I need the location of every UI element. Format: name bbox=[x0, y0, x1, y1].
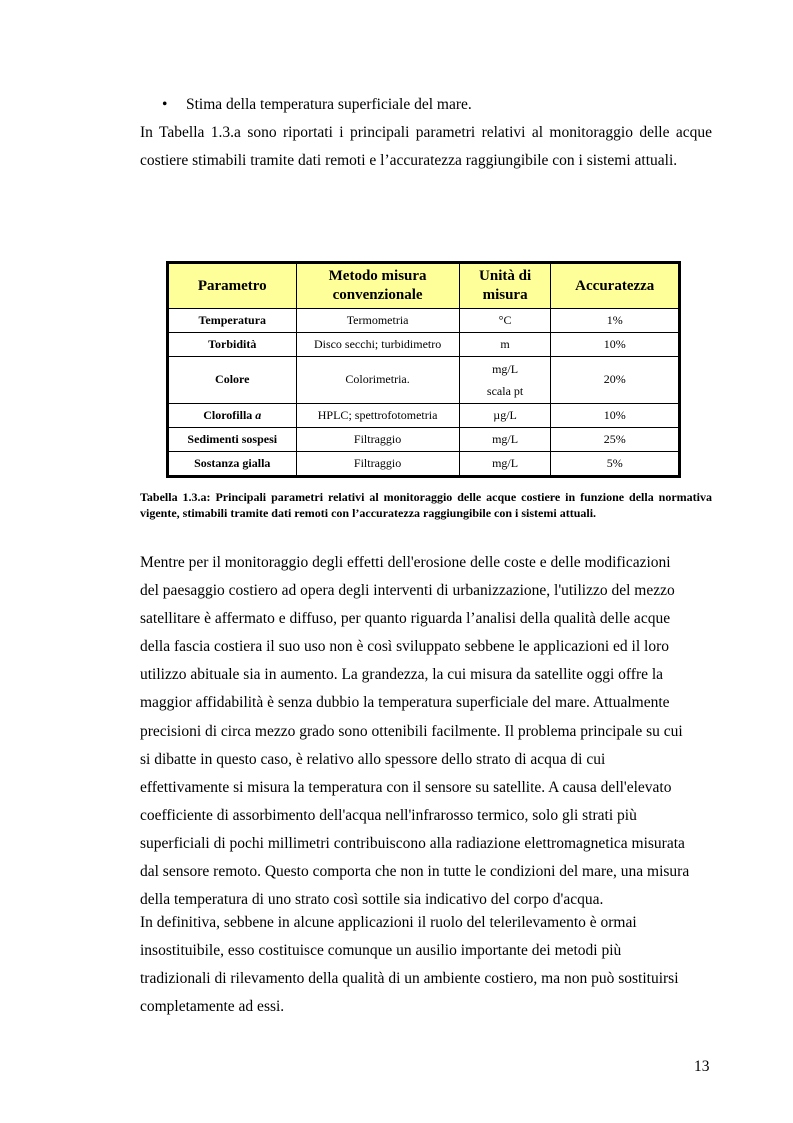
intro-paragraph: In Tabella 1.3.a sono riportati i principali parametri relativi al monitoraggio delle acque costiere stimabili tramite dati remoti e l’accuratezza raggiungibile con i sistemi attuali. bbox=[140, 124, 712, 169]
text-line: completamente ad essi. bbox=[140, 998, 285, 1015]
table-row bbox=[169, 357, 679, 403]
text-line: insostituibile, esso costituisce comunque un ausilio importante dei metodi più bbox=[140, 942, 622, 959]
text-line: effettivamente si misura la temperatura con il sensore su satellite. A causa dell'elevato bbox=[140, 778, 672, 796]
table-row bbox=[169, 403, 679, 427]
cell-unit: m bbox=[459, 333, 551, 357]
table-caption: Tabella 1.3.a: Principali parametri relativi al monitoraggio delle acque costiere in funzione della normativa vigente, stimabili tramite dati remoti con l’accuratezza raggiungibile con i sistemi attuali. bbox=[140, 490, 712, 520]
cell-accuracy: 10% bbox=[551, 403, 679, 427]
text-line: In definitiva, sebbene in alcune applicazioni il ruolo del telerilevamento è ormai bbox=[140, 914, 637, 931]
cell-param: Colore bbox=[169, 357, 297, 403]
cell-accuracy: 25% bbox=[551, 427, 679, 451]
cell-param bbox=[169, 403, 297, 427]
parameters-table bbox=[166, 261, 681, 478]
text-line: della temperatura di uno strato così sottile sia indicativo del corpo d'acqua. bbox=[140, 891, 604, 909]
table-row bbox=[169, 309, 679, 333]
unit-line-1: mg/L bbox=[492, 361, 519, 376]
cell-method: Disco secchi; turbidimetro bbox=[296, 333, 459, 357]
header-unita: Unità di misura bbox=[459, 264, 551, 309]
cell-method: Colorimetria. bbox=[296, 357, 459, 403]
cell-method: Filtraggio bbox=[296, 427, 459, 451]
table-row bbox=[169, 427, 679, 451]
cell-param: Torbidità bbox=[169, 333, 297, 357]
body-paragraph-2 bbox=[140, 909, 712, 1021]
header-parametro: Parametro bbox=[169, 264, 297, 309]
unit-line-2: scala pt bbox=[486, 383, 524, 398]
body-paragraph-1 bbox=[140, 549, 712, 914]
cell-unit: µg/L bbox=[459, 403, 551, 427]
cell-unit: °C bbox=[459, 309, 551, 333]
text-line: Mentre per il monitoraggio degli effetti dell'erosione delle coste e delle modificazioni bbox=[140, 554, 671, 571]
header-accuratezza: Accuratezza bbox=[551, 264, 679, 309]
cell-method: Termometria bbox=[296, 309, 459, 333]
text-line: della fascia costiera il suo uso non è così sviluppato sebbene le applicazioni ed il loro bbox=[140, 638, 669, 656]
cell-unit bbox=[459, 357, 551, 403]
cell-param: Sostanza gialla bbox=[169, 451, 297, 475]
cell-unit: mg/L bbox=[459, 451, 551, 475]
cell-accuracy: 5% bbox=[551, 451, 679, 475]
text-line: tradizionali di rilevamento della qualità di un ambiente costiero, ma non può sostituirsi bbox=[140, 970, 679, 987]
bullet-text: Stima della temperatura superficiale del mare. bbox=[186, 96, 472, 113]
text-line: maggior affidabilità è senza dubbio la temperatura superficiale del mare. Attualmente bbox=[140, 694, 670, 712]
text-line: si dibatte in questo caso, è relativo allo spessore dello strato di acqua di cui bbox=[140, 750, 606, 768]
text-line: utilizzo abituale sia in aumento. La grandezza, la cui misura da satellite oggi offre la bbox=[140, 666, 664, 684]
cell-accuracy: 10% bbox=[551, 333, 679, 357]
cell-accuracy: 20% bbox=[551, 357, 679, 403]
cell-unit: mg/L bbox=[459, 427, 551, 451]
cell-accuracy: 1% bbox=[551, 309, 679, 333]
bullet-item bbox=[162, 94, 472, 116]
table-row bbox=[169, 451, 679, 475]
text-line: superficiali di pochi millimetri contribuiscono alla radiazione elettromagnetica misurata bbox=[140, 834, 685, 852]
header-metodo: Metodo misura convenzionale bbox=[296, 264, 459, 309]
param-italic: a bbox=[255, 407, 262, 422]
text-line: satellitare è affermato e diffuso, per quanto riguarda l’analisi della qualità delle acque bbox=[140, 610, 671, 628]
cell-param: Temperatura bbox=[169, 309, 297, 333]
cell-method: Filtraggio bbox=[296, 451, 459, 475]
table-row bbox=[169, 333, 679, 357]
cell-method: HPLC; spettrofotometria bbox=[296, 403, 459, 427]
page-number: 13 bbox=[694, 1058, 710, 1075]
text-line: coefficiente di assorbimento dell'acqua nell'infrarosso termico, solo gli strati più bbox=[140, 806, 637, 824]
cell-param: Sedimenti sospesi bbox=[169, 427, 297, 451]
text-line: dal sensore remoto. Questo comporta che non in tutte le condizioni del mare, una misura bbox=[140, 863, 690, 881]
bullet-symbol: • bbox=[162, 96, 168, 113]
param-text: Clorofilla bbox=[203, 407, 253, 422]
text-line: del paesaggio costiero ad opera degli interventi di urbanizzazione, l'utilizzo del mezzo bbox=[140, 582, 675, 600]
text-line: precisioni di circa mezzo grado sono ottenibili facilmente. Il problema principale su cui bbox=[140, 722, 683, 740]
